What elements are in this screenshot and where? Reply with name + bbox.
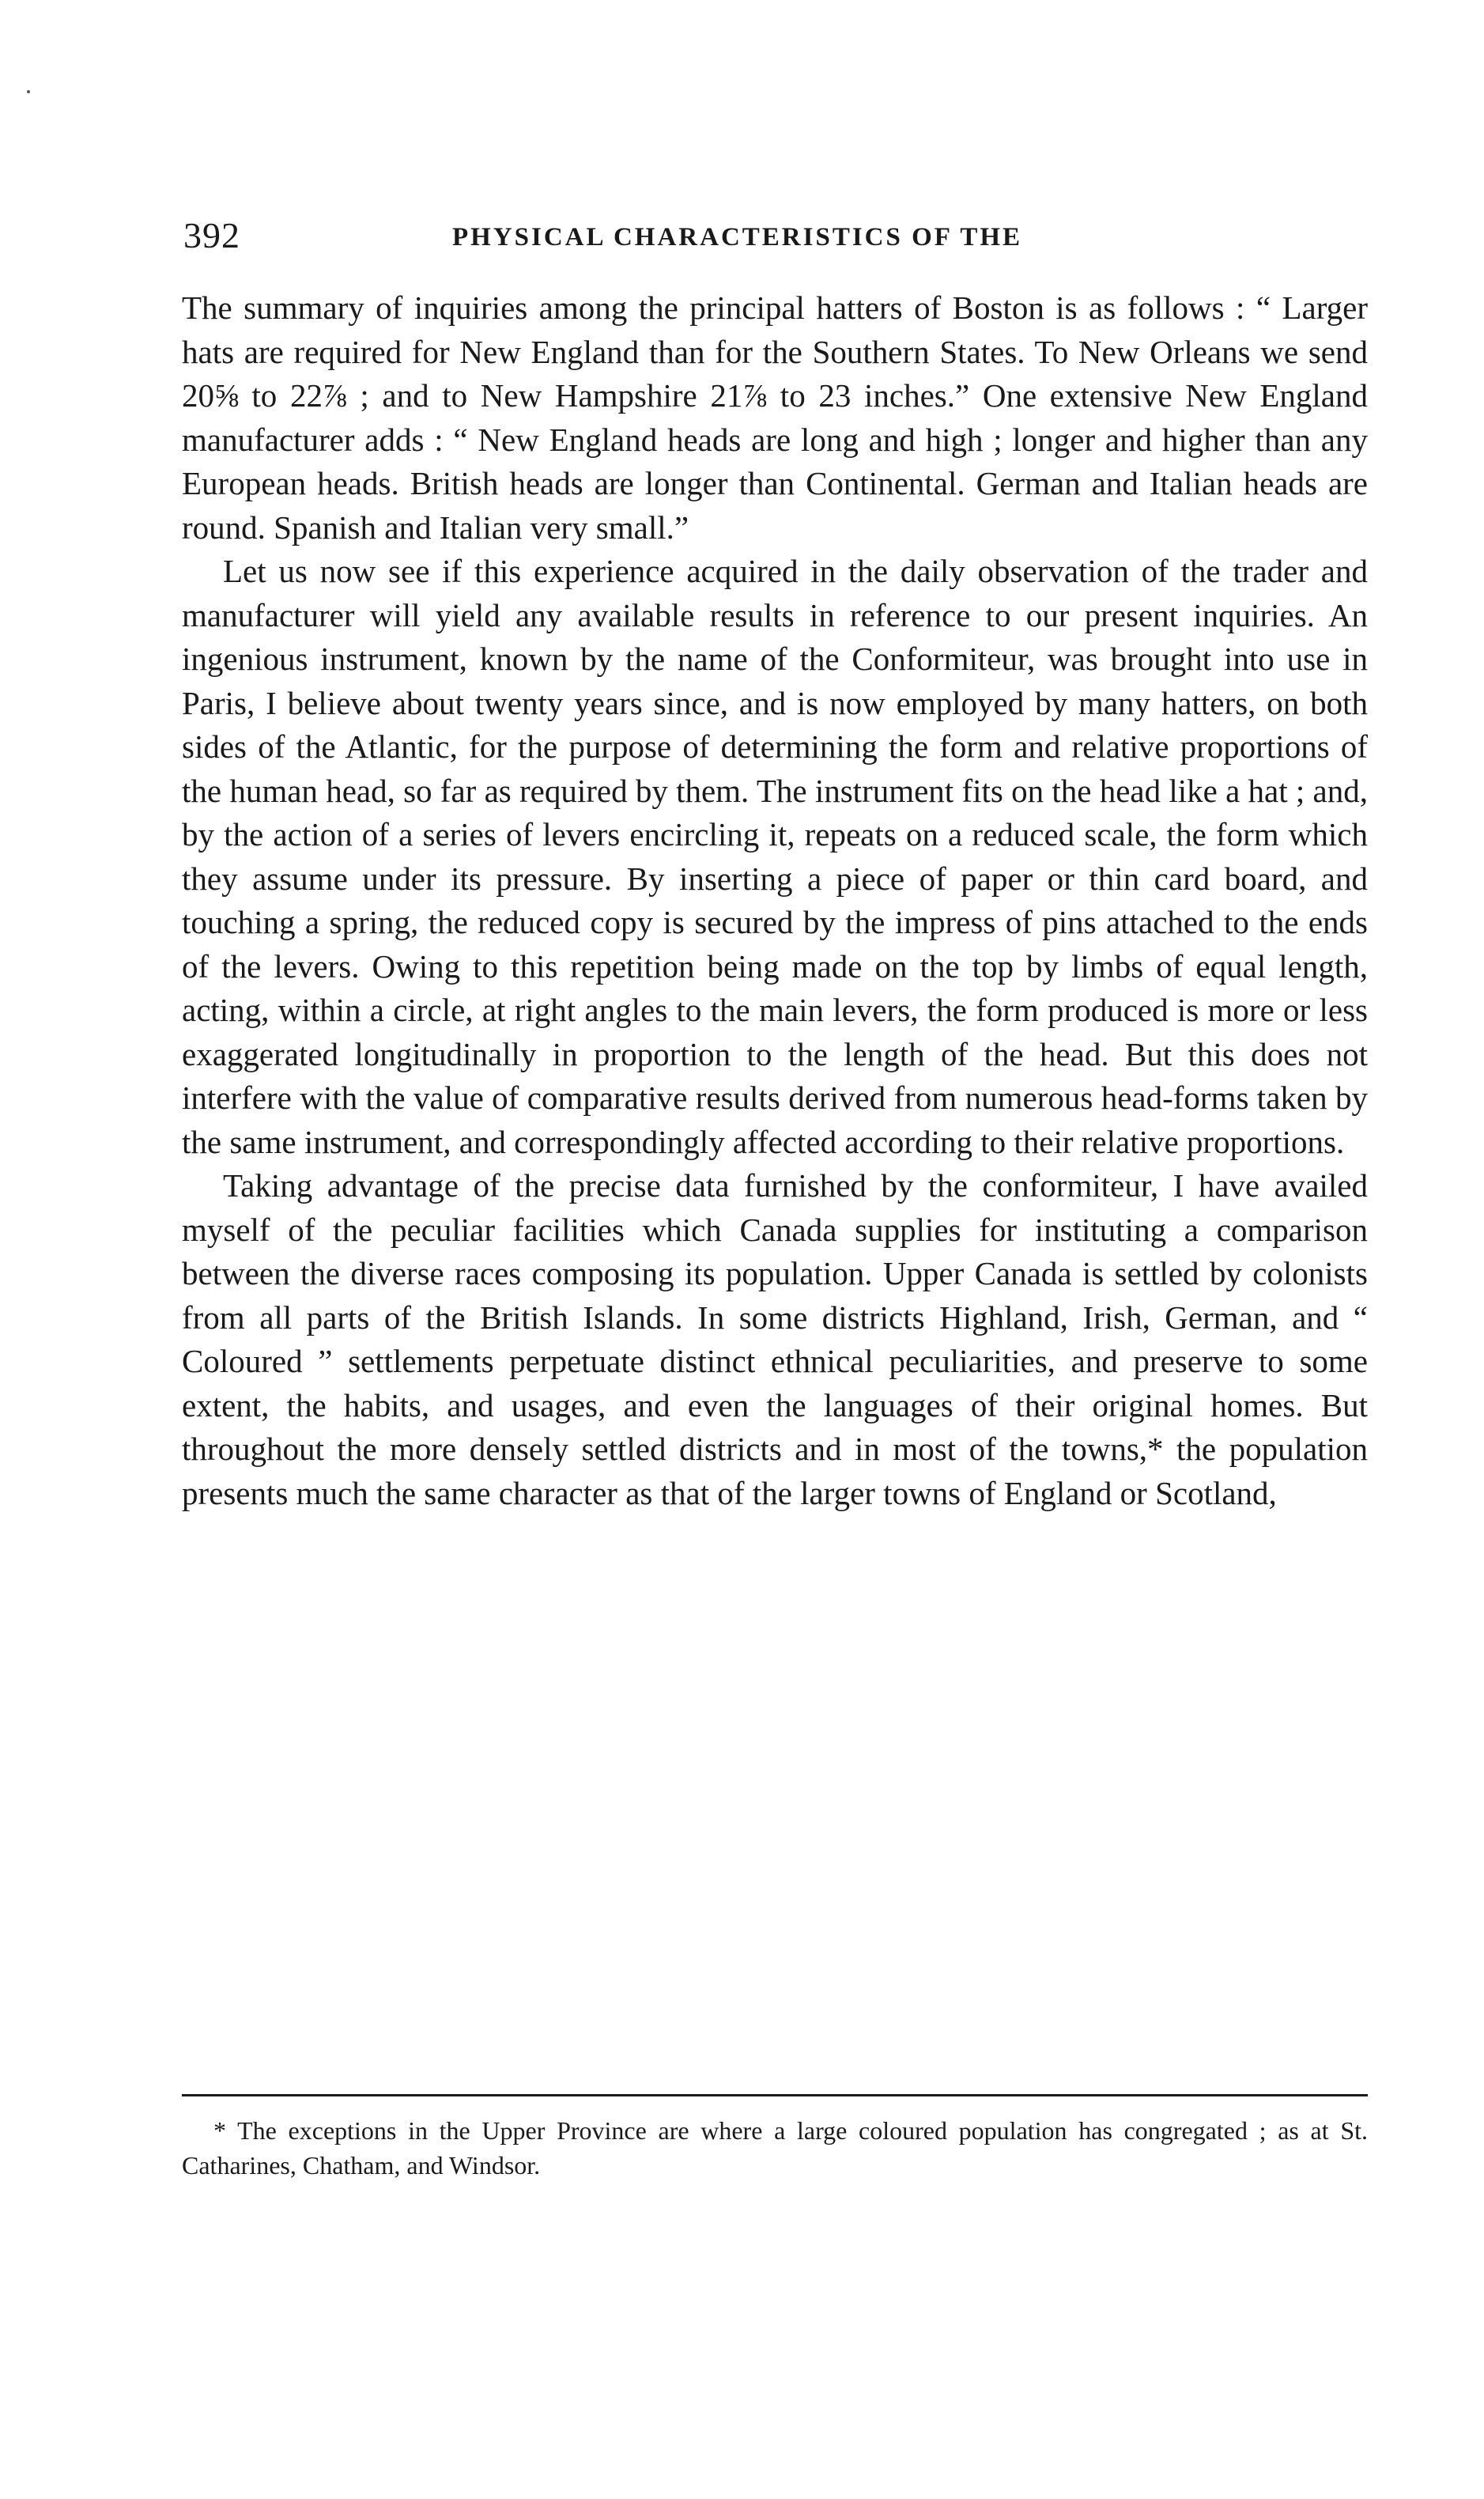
footnote-rule: [182, 2094, 1368, 2096]
running-title: PHYSICAL CHARACTERISTICS OF THE: [452, 223, 1023, 251]
margin-speck: [27, 90, 30, 93]
page-number: 392: [183, 215, 240, 255]
footnote-text: * The exceptions in the Upper Province are where a large coloured population has congregated ; as at St. Catharines, Chatham, and Windsor.: [182, 2116, 1368, 2180]
paragraph-2: Let us now see if this experience acquired in the daily observation of the trader and manufacturer will yield any available results in reference to our present inquiries. An ingenious instrument, known by the name of the Conformiteur, was brought into use in Paris, I believe about twenty years since, and is now employed by many hatters, on both sides of the Atlantic, for the purpose of determining the form and relative proportions of the human head, so far as required by them. The instrument fits on the head like a hat ; and, by the action of a series of levers encircling it, repeats on a reduced scale, the form which they assume under its pressure. By inserting a piece of paper or thin card board, and touching a spring, the reduced copy is secured by the impress of pins attached to the ends of the levers. Owing to this repetition being made on the top by limbs of equal length, acting, within a circle, at right angles to the main levers, the form produced is more or less exaggerated longitudinally in proportion to the length of the head. But this does not interfere with the value of comparative results derived from numerous head-forms taken by the same instrument, and correspondingly affected according to their relative proportions.: [182, 553, 1368, 1160]
body-text: [182, 286, 1368, 1515]
paragraph-1: The summary of inquiries among the principal hatters of Boston is as follows : “ Larger hats are required for New England than for the Southern States. To New Orleans we send 20⅝ to 22⅞ ; and to New Hampshire 21⅞ to 23 inches.” One extensive New England manufacturer adds : “ New England heads are long and high ; longer and higher than any European heads. British heads are longer than Continental. German and Italian heads are round. Spanish and Italian very small.”: [182, 289, 1368, 546]
footnote: [182, 2113, 1368, 2183]
paragraph-3: Taking advantage of the precise data furnished by the conformiteur, I have availed myself of the peculiar facilities which Canada supplies for instituting a comparison between the diverse races composing its population. Upper Canada is settled by colonists from all parts of the British Islands. In some districts Highland, Irish, German, and “ Coloured ” settlements perpetuate distinct ethnical peculiarities, and preserve to some extent, the habits, and usages, and even the languages of their original homes. But throughout the more densely settled districts and in most of the towns,* the population presents much the same character as that of the larger towns of England or Scotland,: [182, 1167, 1368, 1511]
running-head: [183, 212, 1369, 259]
